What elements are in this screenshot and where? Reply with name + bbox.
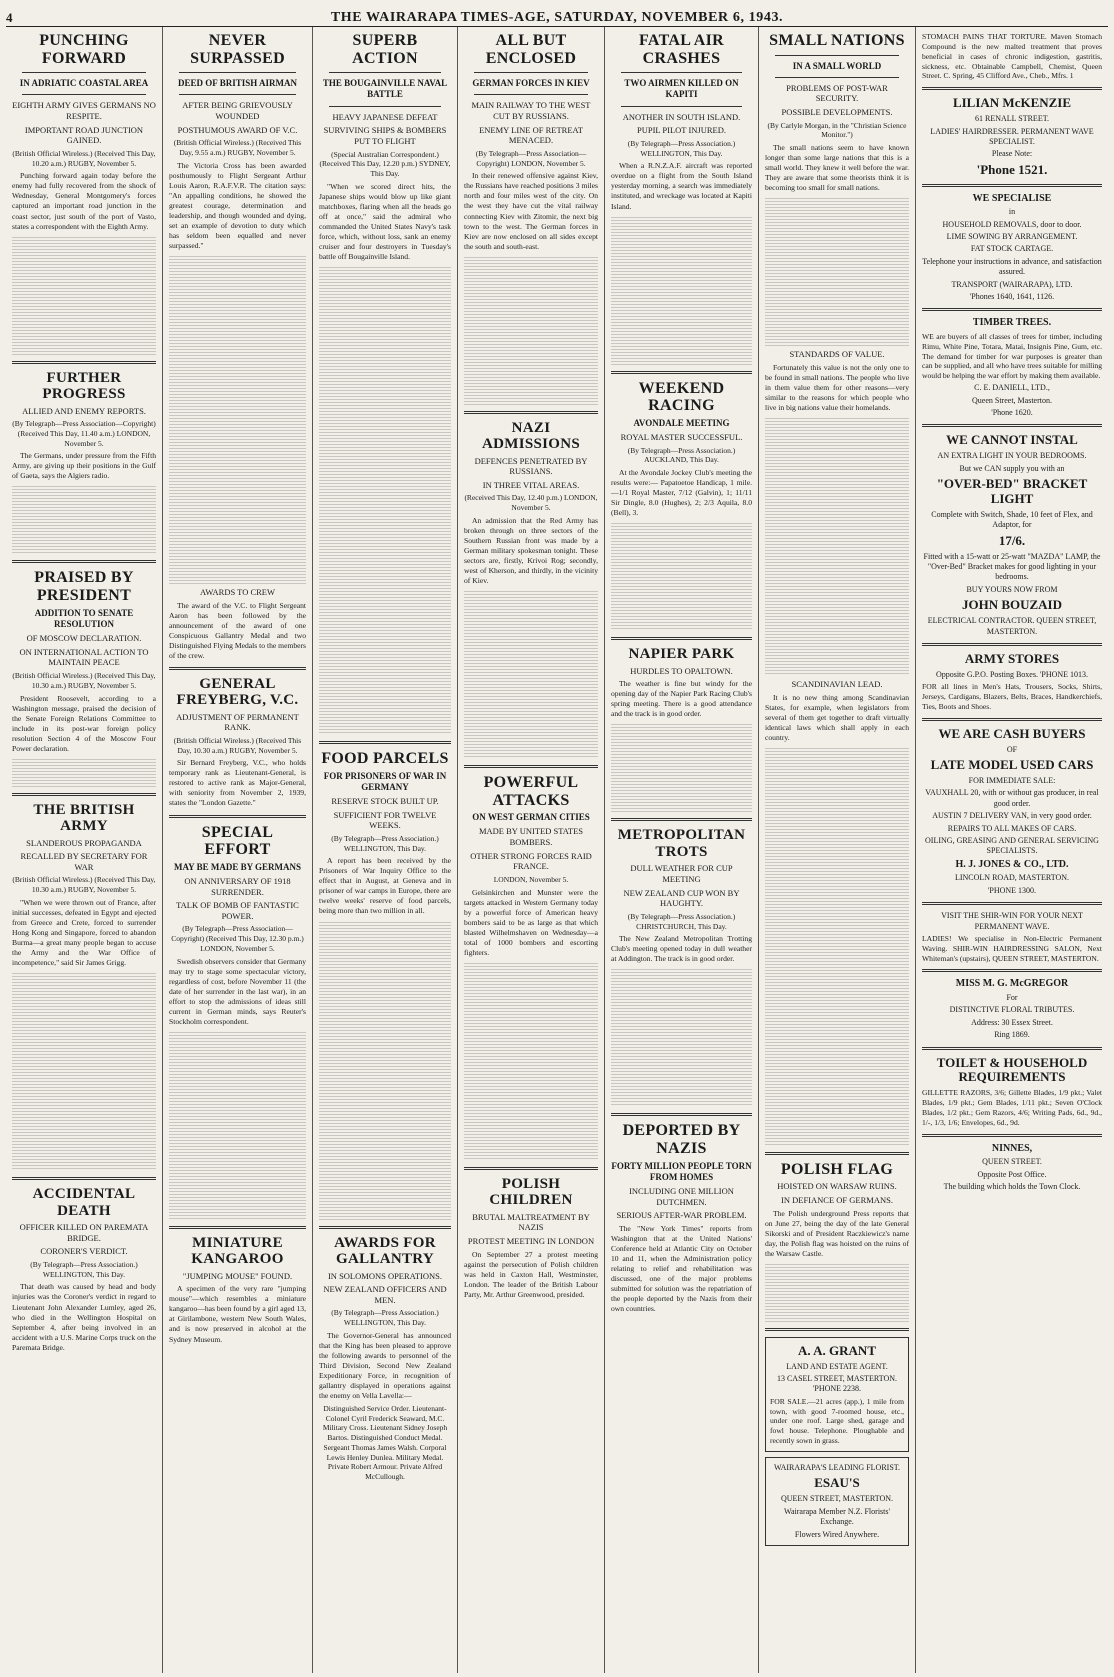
credit-line: (By Telegraph—Press Association.) AUCKLAND, This Day. xyxy=(627,445,736,465)
article-body: When a R.N.Z.A.F. aircraft was reported overdue on a flight from the South Island yesterday morning, a search was immediately instituted, and wreckage was located at Kapiti Island. xyxy=(611,161,752,211)
credit-line: LONDON, November 5. xyxy=(493,874,569,884)
credit-line: (British Official Wireless.) (Received This Day, 10.20 a.m.) RUGBY, November 5. xyxy=(12,148,156,168)
masthead xyxy=(6,4,1108,27)
subheading: THE BOUGAINVILLE NAVAL BATTLE xyxy=(322,78,448,100)
subheading: TALK OF BOMB OF FANTASTIC POWER. xyxy=(176,900,299,921)
article-body: At the Avondale Jockey Club's meeting the results were:— Papatoetoe Handicap, 1 mile.—1/1 Royal Master, 7/12 (Galvin), 1; 11/11 Sir Dingle, 8.0 (Hughes), 2; 2/3 Aquila, 8.0 (Bell), 3. xyxy=(611,468,752,518)
subheading: EIGHTH ARMY GIVES GERMANS NO RESPITE. xyxy=(12,100,156,122)
article-body: Gelsinkirchen and Munster were the targets attacked in Western Germany today by a powerful force of American heavy bombers said to be as large as that which blasted Wilhelmshaven on Wednesday—a total of 1000 bombers and escorting fighters. xyxy=(464,887,598,957)
credit-line: (By Carlyle Morgan, in the "Christian Science Monitor.") xyxy=(767,120,907,140)
advertisement-maven: STOMACH PAINS THAT TORTURE. Maven Stomach Compound is the new malted treatment that proves beneficial in cases of chronic indigestion, gastritis, sickness, etc. Obtainable Campbell, Chemist, Queen Street. C. Spring, 45 Clifford Ave., Cheb., Mfrs. 1 xyxy=(922,32,1102,81)
credit-line: (By Telegraph—Press Association—Copyright) (Received This Day, 12.30 p.m.) LONDON, November 5. xyxy=(171,924,304,953)
subheading: HURDLES TO OPALTOWN. xyxy=(630,665,733,676)
page-number: 4 xyxy=(6,10,13,25)
subheading: ON INTERNATIONAL ACTION TO MAINTAIN PEACE xyxy=(19,646,149,668)
article-body: An admission that the Red Army has broken through on three sectors of the Southern Russian front was made by a German military spokesman tonight. These sectors are, firstly, Krivoi Rog; secondly, west of Kherson, and thirdly, in the vicinity of Kiev. xyxy=(464,515,598,586)
article-body: A report has been received by the Prisoners of War Inquiry Office to the effect that in August, at Geneva and in prisoner of war camps in Europe, there are twelve weeks' reserve of food parcels, being more than two million in all. xyxy=(319,856,451,916)
subheading: AFTER BEING GRIEVOUSLY WOUNDED xyxy=(182,100,293,122)
credit-line: (By Telegraph—Press Association—Copyright) LONDON, November 5. xyxy=(475,148,587,168)
credit-line: (By Telegraph—Press Association.) WELLINGTON, This Day. xyxy=(627,138,736,158)
subheading: POSSIBLE DEVELOPMENTS. xyxy=(781,107,893,118)
article-body: The Governor-General has announced that the King has been pleased to approve the following awards to personnel of the Third Division, Second New Zealand Expeditionary Force, in recognition of gallantry displayed in operations against the enemy on Vella Lavella:— xyxy=(319,1330,451,1400)
article-body: The small nations seem to have known longer than some large nations that this is a small world. They knew it well before the war. They are aware that some theorists think it is becoming too small for small nations. xyxy=(765,143,909,193)
subheading: RECALLED BY SECRETARY FOR WAR xyxy=(20,851,148,872)
article-body: In their renewed offensive against Kiev, the Russians have reached positions 3 miles north and four miles west of the city. On the west they have cut the vital railway connecting Kiev with Zitomir, the next big town to the west. The German forces in Kiev are now enclosed on all sides except the south and south-east. xyxy=(464,171,598,251)
article-body: The "New York Times" reports from Washington that at the United Nations' Conference held at Atlantic City on October 10 and 11, when the Administration policy relating to relief and rehabilitation was discussed, one of the major problems submitted for solution was the repatriation of the people deported by the Nazis from their own countries. xyxy=(611,1223,752,1314)
subheading: SLANDEROUS PROPAGANDA xyxy=(26,837,142,848)
subheading: ALLIED AND ENEMY REPORTS. xyxy=(22,405,146,416)
subheading: SERIOUS AFTER-WAR PROBLEM. xyxy=(616,1210,747,1221)
subheading: ROYAL MASTER SUCCESSFUL. xyxy=(620,431,743,442)
subheading: OFFICER KILLED ON PAREMATA BRIDGE. xyxy=(19,1222,149,1243)
subheading: OF MOSCOW DECLARATION. xyxy=(26,633,142,644)
subheading: FORTY MILLION PEOPLE TORN FROM HOMES xyxy=(611,1160,752,1182)
subheading: DEFENCES PENETRATED BY RUSSIANS. xyxy=(474,455,588,477)
credit-line: (By Telegraph—Press Association.) CHRISTCHURCH, This Day. xyxy=(627,911,736,931)
subheading: MADE BY UNITED STATES BOMBERS. xyxy=(478,826,584,848)
headline: METROPOLITAN TROTS xyxy=(617,827,746,860)
article-body: The award of the V.C. to Flight Sergeant Aaron has been followed by the announcement of the award of one Conspicuous Gallantry Medal and two Distinguished Flying Medals to the members of the crew. xyxy=(169,600,306,660)
article-body: The Victoria Cross has been awarded posthumously to Flight Sergeant Arthur Louis Aaron, R.A.F.V.R. The citation says: "An appalling conditions, he showed the greatest courage, determination and leadership, and though wounded and dying, set an example of devotion to duty which has seldom been equalled and never surpassed." xyxy=(169,160,306,250)
subheading: INCLUDING ONE MILLION DUTCHMEN. xyxy=(629,1186,734,1207)
headline: POLISH FLAG xyxy=(780,1160,894,1178)
credit-line: (By Telegraph—Press Association.) WELLINGTON, This Day. xyxy=(30,1259,138,1279)
subheading: MAIN RAILWAY TO THE WEST CUT BY RUSSIANS. xyxy=(471,100,591,122)
subheading: OTHER STRONG FORCES RAID FRANCE. xyxy=(470,850,592,872)
credit-line: (British Official Wireless.) (Received This Day, 9.55 a.m.) RUGBY, November 5. xyxy=(173,138,302,158)
headline: NAZI ADMISSIONS xyxy=(481,419,581,453)
headline: SUPERB ACTION xyxy=(352,32,418,67)
article-body: Sir Bernard Freyberg, V.C., who holds temporary rank as Lieutenant-General, is restored to active rank as Major-General, with seniority from November 2, 1939, states the "London Gazette." xyxy=(169,758,306,808)
newspaper-title: THE WAIRARAPA TIMES-AGE, SATURDAY, NOVEMBER 6, 1943. xyxy=(330,10,784,25)
advertiser-name: ARMY STORES xyxy=(964,650,1060,666)
subheading: "JUMPING MOUSE" FOUND. xyxy=(182,1270,293,1281)
headline: GENERAL FREYBERG, V.C. xyxy=(176,675,299,709)
advertiser-name: LILIAN McKENZIE xyxy=(952,95,1072,111)
credit-line: (By Telegraph—Press Association.) WELLINGTON, This Day. xyxy=(331,833,439,853)
column-7-advertisements: STOMACH PAINS THAT TORTURE. Maven Stomach Compound is the new malted treatment that proves beneficial in cases of chronic indigestion, gastritis, sickness, etc. Obtainable Campbell, Chemist, Queen Street. C. Spring, 45 Clifford Ave., Cheb., Mfrs. 1 LILIAN McKENZIE 61 RENALL STREET. LADIES' HAIRDRESSER. PERMANENT WAVE SPECIALIST. Please Note: 'Phone 1521. WE SPECIALISE in HOUSEHOLD REMOVALS, door to door. LIME SOWING BY ARRANGEMENT. FAT STOCK CARTAGE. Telephone your instructions in advance, and satisfaction assured. TRANSPORT (WAIRARAPA), LTD. 'Phones 1640, 1641, 1126. TIMBER TREES. WE are buyers of all classes of trees for timber, including Rimu, White Pine, Totara, Matai, Insignis Pine, Gum, etc. The demand for timber for war purposes is greater than can be supplied, and all who have trees suitable for milling would be helping the war effort by making them available. C. E. DANIELL, LTD., Queen Street, Masterton. 'Phone 1620. WE CANNOT INSTAL AN EXTRA LIGHT IN YOUR BEDROOMS. But we CAN supply you with an "OVER-BED" BRACKET LIGHT Complete with Switch, Shade, 10 feet of Flex, and Adaptor, for 17/6. Fitted with a 15-watt or 25-watt "MAZDA" LAMP, the "Over-Bed" Bracket makes for good lighting in your bedrooms. BUY YOURS NOW FROM JOHN BOUZAID ELECTRICAL CONTRACTOR. QUEEN STREET, MASTERTON. ARMY STORES Opposite G.P.O. Posting Boxes. 'PHONE 1013. FOR all lines in Men's Hats, Trousers, Socks, Shirts, Jerseys, Cardigans, Blazers, Belts, Braces, Handkerchiefs, Ties, Boots and Shoes. WE ARE CASH BUYERS OF LATE MODEL USED CARS FOR IMMEDIATE SALE: VAUXHALL 20, with or without gas producer, in real good order. AUSTIN 7 DELIVERY VAN, in very good order. REPAIRS TO ALL MAKES OF CARS. OILING, GREASING AND GENERAL SERVICING SPECIALISTS. H. J. JONES & CO., LTD. LINCOLN ROAD, MASTERTON. 'PHONE 1300. VISIT THE SHIR-WIN FOR YOUR NEXT PERMANENT WAVE. LADIES! We specialise in Non-Electric Permanent Waving. SHIR-WIN HAIRDRESSING SALON, Next Whiteman's (upstairs), QUEEN STREET, MASTERTON. MISS M. G. McGREGOR For DISTINCTIVE FLORAL TRIBUTES. Address: 30 Essex Street. Ring 1869. TOILET & HOUSEHOLD REQUIREMENTS GILLETTE RAZORS, 3/6; Gillette Blades, 1/9 pkt.; Valet Blades, 1/9 pkt.; Gem Blades, 1/11 pkt.; Seven O'Clock Blades, 1/2 pkt.; Gem Razors, 4/6; Writing Pads, 6d., 9d., 1/-, 1/3, 1/6; Envelopes, 6d., 9d. NINNES, QUEEN STREET. Opposite Post Office. The building which holds the Town Clock. xyxy=(922,32,1102,1192)
headline: DEPORTED BY NAZIS xyxy=(622,1122,741,1157)
subheading: SURVIVING SHIPS & BOMBERS PUT TO FLIGHT xyxy=(323,125,447,146)
column-5 xyxy=(605,27,759,1673)
subheading: SCANDINAVIAN LEAD. xyxy=(791,679,883,689)
subheading: RESERVE STOCK BUILT UP. xyxy=(331,796,439,807)
subheading: IN DEFIANCE OF GERMANS. xyxy=(781,1194,893,1205)
article-body: The Polish underground Press reports that on June 27, being the day of the late General Sikorski and of President Raczkiewicz's name day, the Polish flag was hoisted on the ruins of the Warsaw Castle. xyxy=(765,1208,909,1258)
headline: ALL BUT ENCLOSED xyxy=(485,32,577,67)
headline: SPECIAL EFFORT xyxy=(201,823,274,859)
credit-line: (British Official Wireless.) (Received This Day, 10.30 a.m.) RUGBY, November 5. xyxy=(173,735,302,755)
article-body: The New Zealand Metropolitan Trotting Club's meeting opened today in dull weather at Addington. The track is in good order. xyxy=(611,934,752,964)
headline: THE BRITISH ARMY xyxy=(33,801,135,835)
credit-line: (British Official Wireless.) (Received This Day, 10.30 a.m.) RUGBY, November 5. xyxy=(12,875,156,895)
headline: NEVER SURPASSED xyxy=(190,32,285,67)
headline: FOOD PARCELS xyxy=(321,749,449,767)
subheading: PROTEST MEETING IN LONDON xyxy=(467,1236,595,1247)
subheading: HOISTED ON WARSAW RUINS. xyxy=(777,1181,897,1192)
headline: WEEKEND RACING xyxy=(638,379,725,415)
subheading: DEED OF BRITISH AIRMAN xyxy=(178,78,297,89)
headline: PRAISED BY PRESIDENT xyxy=(34,569,134,605)
subheading: NEW ZEALAND CUP WON BY HAUGHTY. xyxy=(623,887,740,909)
headline: SMALL NATIONS xyxy=(769,32,905,49)
subheading: IN THREE VITAL AREAS. xyxy=(482,479,580,490)
subheading: STANDARDS OF VALUE. xyxy=(789,349,885,360)
article-body: On September 27 a protest meeting against the persecution of Polish children was held in Caxton Hall, Westminster, London. The leader of the British Labour Party, Mr. Arthur Greenwood, presided. xyxy=(464,1249,598,1299)
column-6 xyxy=(759,27,916,1673)
article-body: A specimen of the very rare "jumping mouse"—which resembles a miniature kangaroo—has been found by a girl aged 13, at Girilambone, western New South Wales, and is now preserved in alcohol at the Sydney Museum. xyxy=(169,1284,306,1344)
advertiser-name: MISS M. G. McGREGOR xyxy=(955,978,1069,990)
subheading: MAY BE MADE BY GERMANS xyxy=(173,861,301,872)
advertisement-headline: WE ARE CASH BUYERS xyxy=(938,725,1086,741)
article-body: The weather is fine but windy for the opening day of the Napier Park Racing Club's spring meeting. There is a good attendance and the track is in good order. xyxy=(611,679,752,719)
subheading: CORONER'S VERDICT. xyxy=(40,1246,128,1257)
column-2 xyxy=(163,27,313,1673)
price: 17/6. xyxy=(998,532,1026,548)
article-body: Swedish observers consider that Germany may try to stage some spectacular victory, regardless of cost, before November 11 (the date of her surrender in the last war), in an effort to stop the admissions of ideas still current in German minds, says Reuter's Stockholm correspondent. xyxy=(169,956,306,1026)
headline: POWERFUL ATTACKS xyxy=(483,774,579,809)
subheading: ADDITION TO SENATE RESOLUTION xyxy=(34,607,134,629)
article-body: Punching forward again today before the enemy had fully recovered from the shock of Wednesday, General Montgomery's forces captured an important road junction in the coast sector, just south of the port of Vasto, states a correspondent with the Eighth Army. xyxy=(12,171,156,231)
subheading: POSTHUMOUS AWARD OF V.C. xyxy=(177,124,298,135)
credit-line: (By Telegraph—Press Association.) WELLINGTON, This Day. xyxy=(331,1308,439,1328)
headline: POLISH CHILDREN xyxy=(489,1175,573,1209)
advertiser-name: H. J. JONES & CO., LTD. xyxy=(955,858,1069,870)
advertisement-grant: A. A. GRANT LAND AND ESTATE AGENT. 13 CASEL STREET, MASTERTON. 'PHONE 2238. FOR SALE.—21 acres (app.), 1 mile from town, with good 7-roomed house, etc., under one roof. Large shed, garage and fowl house. Telephone. Ploughable and recently sown in grass. xyxy=(765,1337,909,1452)
subheading: ON WEST GERMAN CITIES xyxy=(472,812,590,823)
credit-line: (Special Australian Correspondent.) (Received This Day, 12.20 p.m.) SYDNEY, This Day. xyxy=(319,149,451,179)
subheading: BRUTAL MALTREATMENT BY NAZIS xyxy=(472,1211,590,1233)
headline: PUNCHING FORWARD xyxy=(39,32,129,67)
headline: FURTHER PROGRESS xyxy=(42,369,126,403)
advertiser-name: ESAU'S xyxy=(814,1475,860,1491)
awards-list: Distinguished Service Order. Lieutenant-Colonel Cyril Frederick Seaward, M.C. Military Cross. Lieutenant Sidney Joseph Bartos. Distinguished Conduct Medal. Sergeant Thomas James Walsh. Corporal Lewis Henley Dunlea. Military Medal. Private Robert Armour. Private Alfred McCullough. xyxy=(322,1403,448,1482)
credit-line: (British Official Wireless.) (Received This Day, 10.30 a.m.) RUGBY, November 5. xyxy=(12,671,156,690)
advertisement-headline: TOILET & HOUSEHOLD REQUIREMENTS xyxy=(936,1054,1088,1085)
article-body: President Roosevelt, according to a Washington message, praised the decision of the Senate Foreign Relations Committee to include in its post-war foreign policy resolution Section 4 of the Moscow Four Power declaration. xyxy=(12,693,156,753)
column-1 xyxy=(6,27,163,1673)
subheading: ADJUSTMENT OF PERMANENT RANK. xyxy=(176,711,299,733)
advertisement-esaus: WAIRARAPA'S LEADING FLORIST. ESAU'S QUEEN STREET, MASTERTON. Wairarapa Member N.Z. Florists' Exchange. Flowers Wired Anywhere. xyxy=(765,1457,909,1546)
subheading: FOR PRISONERS OF WAR IN GERMANY xyxy=(323,770,447,792)
subheading: ENEMY LINE OF RETREAT MENACED. xyxy=(479,124,583,146)
credit-line: (By Telegraph—Press Association—Copyright) (Received This Day, 11.40 a.m.) LONDON, November 5. xyxy=(12,419,156,448)
subheading: ANOTHER IN SOUTH ISLAND. xyxy=(622,111,741,122)
subheading: IN A SMALL WORLD xyxy=(792,60,882,71)
subheading: DULL WEATHER FOR CUP MEETING xyxy=(630,863,733,884)
columns xyxy=(6,27,1108,1673)
article-body: Fortunately this value is not the only one to be found in small nations. The people who live in them value them for other reasons—very similar to the reasons for which people who live in big nations value their homelands. xyxy=(765,362,909,412)
credit-line: (Received This Day, 12.40 p.m.) LONDON, November 5. xyxy=(464,493,598,513)
article-body: That death was caused by head and body injuries was the Coroner's verdict in regard to Lieutenant John Alexander Lumley, aged 26, who died in the Wellington Hospital on September 4, after being involved in an accident with a U.S. Marine Corps truck on the Paremata Bridge. xyxy=(12,1282,156,1352)
subheading: PUPIL PILOT INJURED. xyxy=(636,125,727,136)
subheading: IMPORTANT ROAD JUNCTION GAINED. xyxy=(24,124,144,146)
headline: ACCIDENTAL DEATH xyxy=(32,1186,136,1219)
headline: AWARDS FOR GALLANTRY xyxy=(334,1234,436,1267)
advertiser-name: JOHN BOUZAID xyxy=(961,597,1063,613)
subheading: ON ANNIVERSARY OF 1918 SURRENDER. xyxy=(184,875,291,897)
subheading: HEAVY JAPANESE DEFEAT xyxy=(332,111,438,122)
column-3 xyxy=(313,27,458,1673)
subheading: NEW ZEALAND OFFICERS AND MEN. xyxy=(323,1284,447,1305)
article-body: "When we scored direct hits, the Japanese ships would blow up like giant matchboxes, flaring when all the heads go off at once," said the admiral who commanded the United States Navy's task force, which, without loss, sank an enemy cruiser and four destroyers in Tuesday's battle off Bougainville Island. xyxy=(319,181,451,261)
subheading: SUFFICIENT FOR TWELVE WEEKS. xyxy=(333,809,437,831)
subheading: GERMAN FORCES IN KIEV xyxy=(472,78,590,89)
advertisement-headline: WE CANNOT INSTAL xyxy=(946,432,1078,448)
advertiser-name: NINNES, xyxy=(991,1142,1033,1154)
advertiser-name: A. A. GRANT xyxy=(797,1342,876,1358)
subheading: AWARDS TO CREW xyxy=(199,586,276,597)
headline: MINIATURE KANGAROO xyxy=(191,1234,284,1268)
subheading: IN ADRIATIC COASTAL AREA xyxy=(19,78,149,89)
subheading: TWO AIRMEN KILLED ON KAPITI xyxy=(624,78,739,100)
column-4 xyxy=(458,27,605,1673)
headline: NAPIER PARK xyxy=(628,646,735,663)
subheading: AVONDALE MEETING xyxy=(633,417,730,428)
subheading: PROBLEMS OF POST-WAR SECURITY. xyxy=(786,82,888,104)
article-body: "When we were thrown out of France, after initial successes, defeated in Egypt and ejected from Greece and Crete, forced to surrender Hong Kong and Singapore, forced to abandon Burma—a great many people began to accuse the Army and the War Office of incompetence," said Sir James Grigg. xyxy=(12,897,156,968)
headline: FATAL AIR CRASHES xyxy=(639,32,724,67)
article-body: The Germans, under pressure from the Fifth Army, are giving up their positions in the Gulf of Gaeta, says the Algiers radio. xyxy=(12,451,156,481)
subheading: IN SOLOMONS OPERATIONS. xyxy=(327,1270,443,1281)
article-body: It is no new thing among Scandinavian States, for example, when legislators from several of them get together to draft virtually identical laws which shall apply in each country. xyxy=(765,692,909,742)
